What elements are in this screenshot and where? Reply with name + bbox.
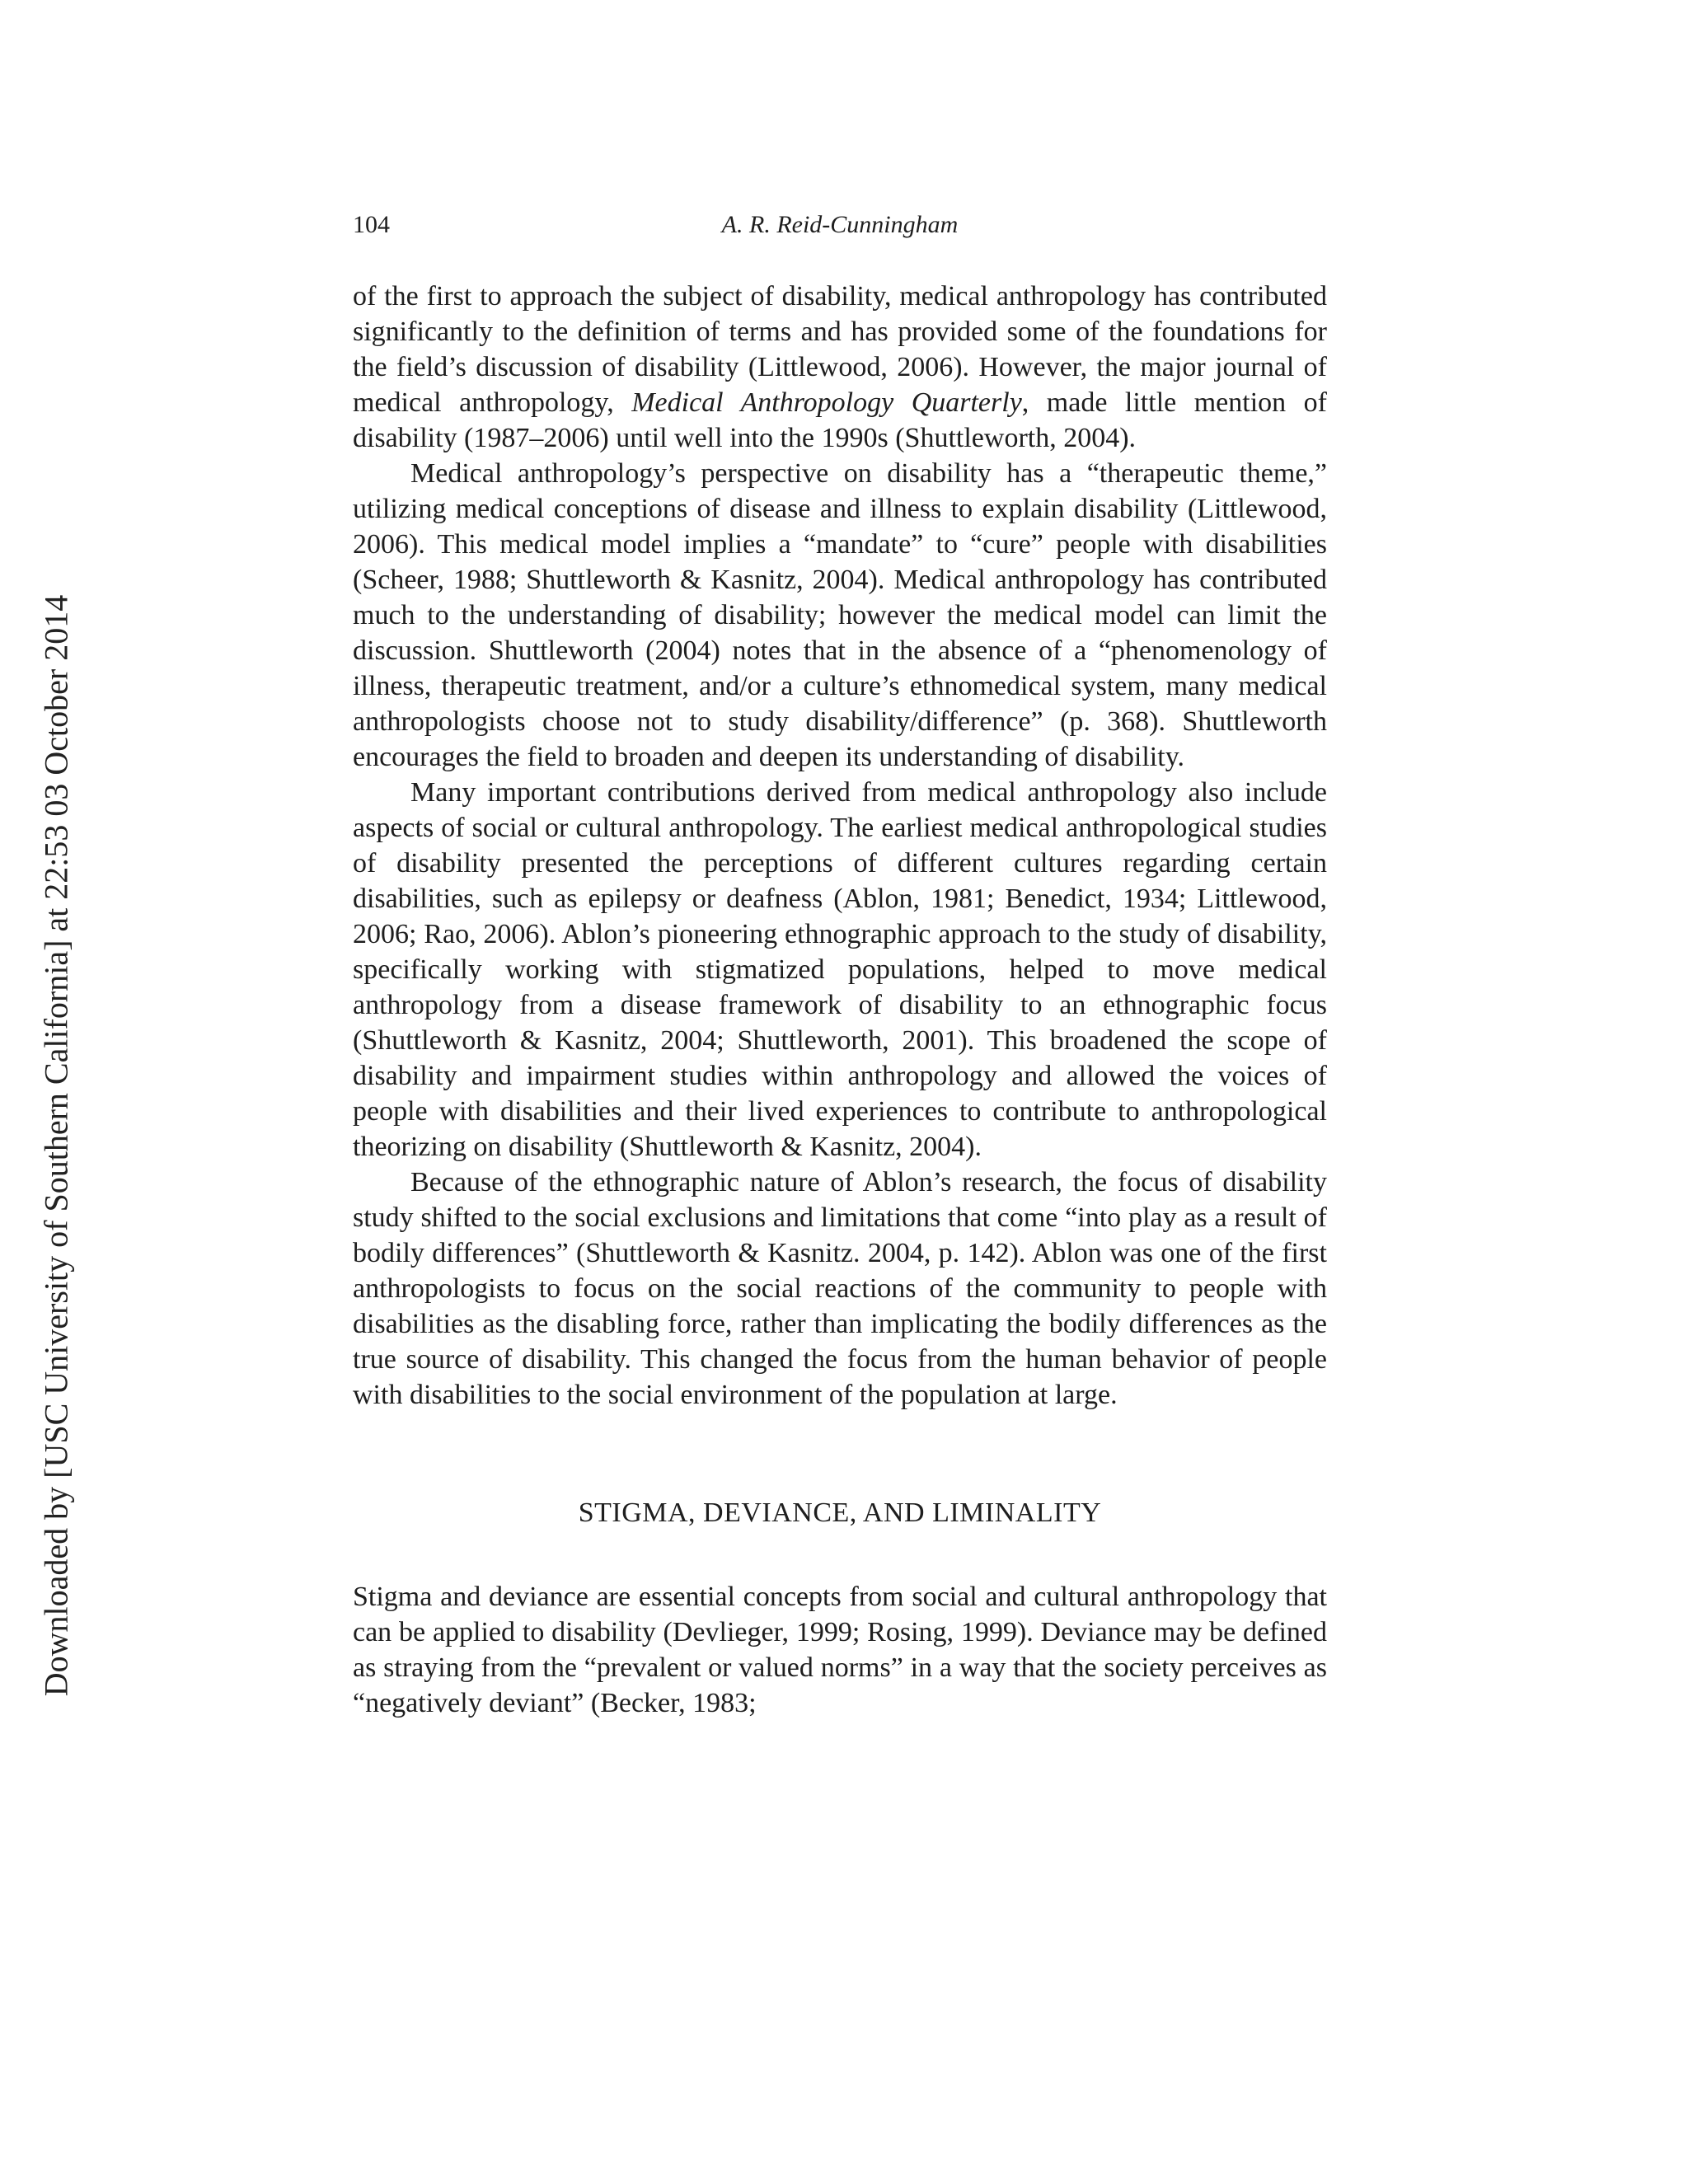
download-watermark: Downloaded by [USC University of Southern California] at 22:53 03 October 2014 [37,594,75,1697]
paragraph-continued [353,279,1327,456]
paragraph: Medical anthropology’s perspective on disability has a “therapeutic theme,” utilizing medical conceptions of disease and illness to explain disability (Littlewood, 2006). This medical model implies a “mandate” to “cure” people with disabilities (Scheer, 1988; Shuttleworth & Kasnitz, 2004). Medical anthropology has contributed much to the understanding of disability; however the medical model can limit the discussion. Shuttleworth (2004) notes that in the absence of a “phenomenology of illness, therapeutic treatment, and/or a culture’s ethnomedical system, many medical anthropologists choose not to study disability/difference” (p. 368). Shuttleworth encourages the field to broaden and deepen its understanding of disability. [353,458,1327,772]
paragraph: Many important contributions derived from medical anthropology also include aspects of social or cultural anthropology. The earliest medical anthropological studies of disability presented the perceptions of different cultures regarding certain disabilities, such as epilepsy or deafness (Ablon, 1981; Benedict, 1934; Littlewood, 2006; Rao, 2006). Ablon’s pioneering ethnographic approach to the study of disability, specifically working with stigmatized populations, helped to move medical anthropology from a disease framework of disability to an ethnographic focus (Shuttleworth & Kasnitz, 2004; Shuttleworth, 2001). This broadened the scope of disability and impairment studies within anthropology and allowed the voices of people with disabilities and their lived experiences to contribute to anthropological theorizing on disability (Shuttleworth & Kasnitz, 2004). [353,777,1327,1162]
section-heading: STIGMA, DEVIANCE, AND LIMINALITY [578,1497,1102,1528]
paragraph: Because of the ethnographic nature of Ablon’s research, the focus of disability study shifted to the social exclusions and limitations that come “into play as a result of bodily differences” (Shuttleworth & Kasnitz. 2004, p. 142). Ablon was one of the first anthropologists to focus on the social reactions of the community to people with disabilities as the disabling force, rather than implicating the bodily differences as the true source of disability. This changed the focus from the human behavior of people with disabilities to the social environment of the population at large. [353,1167,1327,1410]
paragraph-text: , made little mention of disability (1987–2006) until well into the 1990s (Shuttleworth, 2004). [353,387,1327,453]
paragraph-text: of the first to approach the subject of disability, medical anthropology has contributed significantly to the definition of terms and has provided some of the foundations for the field’s discussion of disability (Littlewood, 2006). However, the major journal of medical anthropology, [353,281,1327,418]
running-author: A. R. Reid-Cunningham [721,211,959,238]
paragraph: Stigma and deviance are essential concepts from social and cultural anthropology that can be applied to disability (Devlieger, 1999; Rosing, 1999). Deviance may be defined as straying from the “prevalent or valued norms” in a way that the society perceives as “negatively deviant” (Becker, 1983; [353,1582,1327,1718]
article-body [353,279,1327,1721]
page-number: 104 [353,211,390,238]
journal-title: Medical Anthropology Quarterly [631,387,1022,418]
